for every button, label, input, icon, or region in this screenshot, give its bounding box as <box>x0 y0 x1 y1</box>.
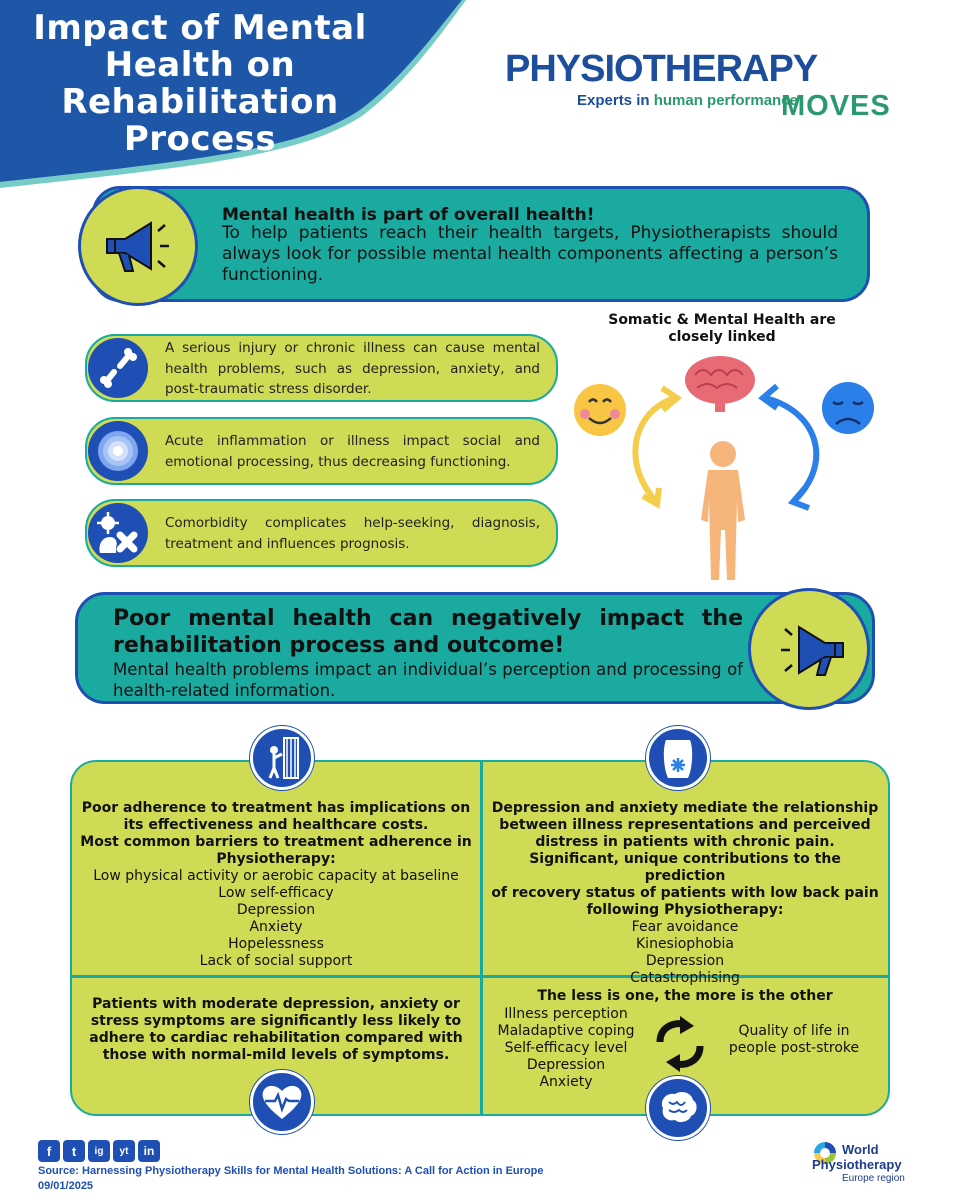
megaphone-icon <box>751 591 867 707</box>
linkedin-icon[interactable]: in <box>138 1140 160 1162</box>
facebook-icon[interactable]: f <box>38 1140 60 1162</box>
source-citation: Source: Harnessing Physiotherapy Skills for Mental Health Solutions: A Call for Action in Europe 09/01/2025 <box>38 1165 544 1192</box>
cycle-arrow-right <box>763 386 816 508</box>
point-inflammation: Acute inflammation or illness impact social and emotional processing, thus decreasing functioning. <box>85 417 558 485</box>
stroke-cell-heading: The less is one, the more is the other <box>537 988 833 1004</box>
stroke-cell <box>492 1006 878 1096</box>
youtube-icon[interactable]: yt <box>113 1140 135 1162</box>
adherence-cell: Poor adherence to treatment has implications on its effectiveness and healthcare costs. Most common barriers to treatment adherence in Physiotherapy: Low physical activity or aerobic capacity at baseline Low self-efficacy Depression Anxiety Hopelessness Lack of social support <box>80 800 472 969</box>
world-physiotherapy-logo: World Physiotherapy Europe region <box>812 1142 905 1184</box>
back-pain-icon <box>646 726 710 790</box>
intro-heading: Mental health is part of overall health! <box>222 205 595 225</box>
megaphone-icon <box>81 189 195 303</box>
chronic-pain-cell: Depression and anxiety mediate the relationship between illness representations and perceived distress in patients with chronic pain. Significant, unique contributions to the prediction of recovery status of patients with low back pain following Physiotherapy: Fear avoidance Kinesiophobia Depression Catastrophising <box>491 800 879 986</box>
cardiac-cell: Patients with moderate depression, anxiety or stress symptoms are significantly less likely to adhere to cardiac rehabilitation compared with those with normal-mild levels of symptoms. <box>89 996 463 1063</box>
physiotherapy-moves-logo: PHYSIOTHERAPY Experts in human performance MOVES <box>505 48 891 122</box>
impact-heading: Poor mental health can negatively impact the rehabilitation process and outcome! <box>113 606 743 658</box>
cycle-arrow-left <box>635 388 677 504</box>
exercise-icon <box>250 726 314 790</box>
stroke-outcome: Quality of life in people post-stroke <box>728 1023 860 1056</box>
point-injury: A serious injury or chronic illness can cause mental health problems, such as depression, anxiety, and post-traumatic stress disorder. <box>85 334 558 402</box>
heart-rate-icon <box>250 1070 314 1134</box>
page-title: Impact of Mental Health on Rehabilitation Process <box>33 8 367 159</box>
social-links <box>38 1140 160 1162</box>
smiling-face-icon <box>574 384 626 436</box>
instagram-icon[interactable]: ig <box>88 1140 110 1162</box>
broken-bone-icon <box>88 338 148 398</box>
inflammation-icon <box>88 421 148 481</box>
somatic-mental-illustration <box>565 350 885 590</box>
impact-body: Mental health problems impact an individual’s perception and processing of health-related information. <box>113 660 743 700</box>
comorbidity-icon <box>88 503 148 563</box>
twitter-icon[interactable]: t <box>63 1140 85 1162</box>
intro-box <box>92 186 870 302</box>
intro-icon-circle <box>78 186 198 306</box>
stroke-factors-list: Illness perception Maladaptive coping Self-efficacy level Depression Anxiety <box>497 1006 635 1090</box>
impact-icon-circle <box>748 588 870 710</box>
intro-body: To help patients reach their health targets, Physiotherapists should always look for possible mental health components affecting a person’s functioning. <box>222 223 838 285</box>
cycle-arrows-icon <box>650 1014 710 1074</box>
grid-divider-vertical <box>480 762 483 1114</box>
linked-label: Somatic & Mental Health are closely linked <box>608 312 836 345</box>
point-comorbidity: Comorbidity complicates help-seeking, diagnosis, treatment and influences prognosis. <box>85 499 558 567</box>
sad-face-icon <box>822 382 874 434</box>
human-body-icon <box>701 441 745 580</box>
brain-icon <box>685 356 755 412</box>
